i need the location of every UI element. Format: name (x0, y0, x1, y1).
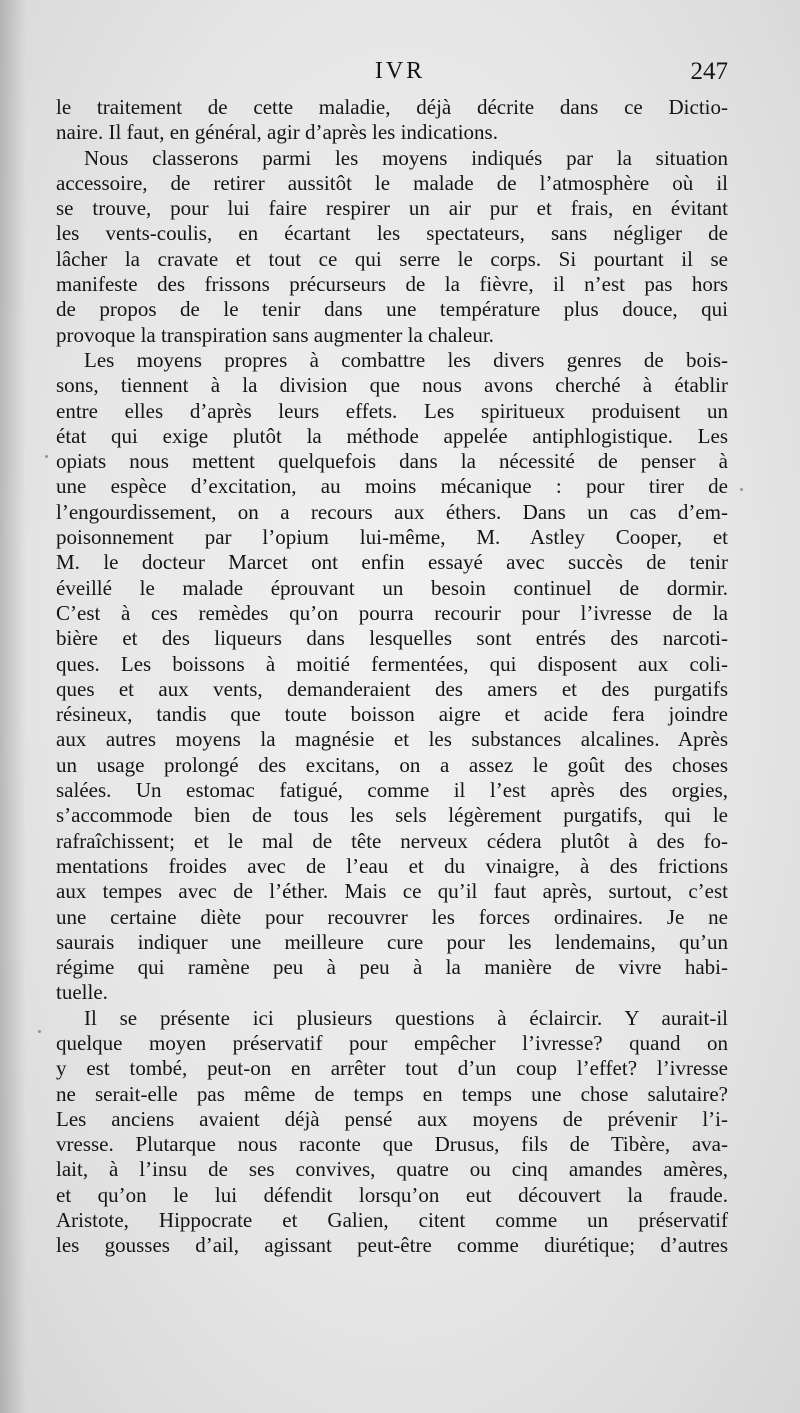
text-line: un usage prolongé des excitans, on a assez le goût des choses (56, 752, 728, 777)
text-line: M. le docteur Marcet ont enfin essayé avec succès de tenir (56, 550, 728, 575)
text-line: les gousses d’ail, agissant peut-être comme diurétique; d’autres (56, 1233, 728, 1258)
running-head (0, 58, 800, 92)
text-line: vresse. Plutarque nous raconte que Drusus, fils de Tibère, ava- (56, 1132, 728, 1157)
gutter-shadow (0, 0, 26, 1413)
text-line: s’accommode bien de tous les sels légèrement purgatifs, qui le (56, 803, 728, 828)
text-line: l’engourdissement, on a recours aux éthers. Dans un cas d’em- (56, 499, 728, 524)
text-line: entre elles d’après leurs effets. Les spiritueux produisent un (56, 398, 728, 423)
text-line: y est tombé, peut-on en arrêter tout d’un coup l’effet? l’ivresse (56, 1056, 728, 1081)
text-line: les vents-coulis, en écartant les spectateurs, sans négliger de (56, 221, 728, 246)
text-line: ne serait-elle pas même de temps en temps une chose salutaire? (56, 1081, 728, 1106)
text-line: tuelle. (56, 980, 108, 1005)
text-line: poisonnement par l’opium lui-même, M. Astley Cooper, et (56, 525, 728, 550)
text-line: éveillé le malade éprouvant un besoin continuel de dormir. (56, 575, 728, 600)
paper-speck (740, 488, 743, 491)
text-line: naire. Il faut, en général, agir d’après les indications. (56, 120, 498, 145)
text-line: provoque la transpiration sans augmenter la chaleur. (56, 322, 494, 347)
text-line: aux tempes avec de l’éther. Mais ce qu’il faut après, surtout, c’est (56, 879, 728, 904)
text-line: manifeste des frissons précurseurs de la fièvre, il n’est pas hors (56, 272, 728, 297)
text-line: résineux, tandis que toute boisson aigre et acide fera joindre (56, 702, 728, 727)
text-line: ques et aux vents, demanderaient des amers et des purgatifs (56, 676, 728, 701)
paper-speck (45, 455, 48, 458)
text-line: bière et des liqueurs dans lesquelles sont entrés des narcoti- (56, 626, 728, 651)
text-line: sons, tiennent à la division que nous avons cherché à établir (56, 373, 728, 398)
text-line: C’est à ces remèdes qu’on pourra recourir pour l’ivresse de la (56, 600, 728, 625)
text-line: salées. Un estomac fatigué, comme il l’est après des orgies, (56, 778, 728, 803)
text-line: de propos de le tenir dans une température plus douce, qui (56, 297, 728, 322)
text-line: le traitement de cette maladie, déjà décrite dans ce Dictio- (56, 95, 728, 119)
text-line: Aristote, Hippocrate et Galien, citent comme un préservatif (56, 1208, 728, 1233)
running-title: IVR (374, 58, 426, 84)
text-line: Nous classerons parmi les moyens indiqués par la situation (84, 145, 728, 170)
text-line: quelque moyen préservatif pour empêcher l’ivresse? quand on (56, 1030, 728, 1055)
text-line: ques. Les boissons à moitié fermentées, qui disposent aux coli- (56, 651, 728, 676)
text-line: une espèce d’excitation, au moins mécanique : pour tirer de (56, 474, 728, 499)
paper-speck (38, 1030, 41, 1033)
text-line: mentations froides avec de l’eau et du vinaigre, à des frictions (56, 853, 728, 878)
text-line: saurais indiquer une meilleure cure pour les lendemains, qu’un (56, 929, 728, 954)
page-number: 247 (690, 58, 728, 85)
text-line: rafraîchissent; et le mal de tête nerveux cédera plutôt à des fo- (56, 828, 728, 853)
text-line: accessoire, de retirer aussitôt le malade de l’atmosphère où il (56, 170, 728, 195)
text-line: aux autres moyens la magnésie et les substances alcalines. Après (56, 727, 728, 752)
text-line: régime qui ramène peu à peu à la manière de vivre habi- (56, 955, 728, 980)
text-line: et qu’on le lui défendit lorsqu’on eut découvert la fraude. (56, 1182, 728, 1207)
text-line: se trouve, pour lui faire respirer un air pur et frais, en évitant (56, 196, 728, 221)
text-line: Les anciens avaient déjà pensé aux moyens de prévenir l’i- (56, 1106, 728, 1131)
text-line: lâcher la cravate et tout ce qui serre le corps. Si pourtant il se (56, 246, 728, 271)
text-line: Les moyens propres à combattre les divers genres de bois- (84, 347, 728, 372)
text-line: lait, à l’insu de ses convives, quatre ou cinq amandes amères, (56, 1157, 728, 1182)
text-line: état qui exige plutôt la méthode appelée antiphlogistique. Les (56, 423, 728, 448)
text-line: opiats nous mettent quelquefois dans la nécessité de penser à (56, 449, 728, 474)
body-text (56, 95, 728, 1259)
text-line: une certaine diète pour recouvrer les forces ordinaires. Je ne (56, 904, 728, 929)
text-line: Il se présente ici plusieurs questions à éclaircir. Y aurait-il (84, 1005, 728, 1030)
